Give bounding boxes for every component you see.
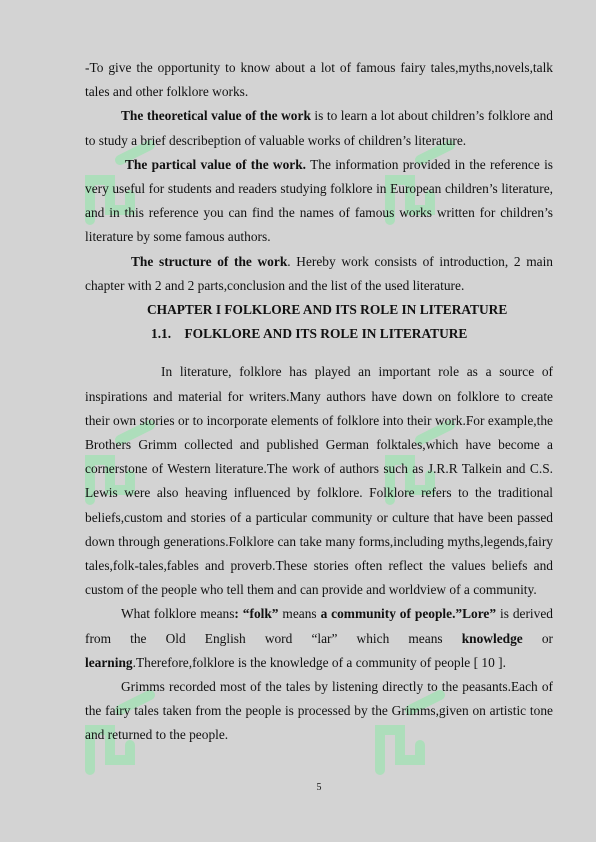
paragraph-text: . Hereby work consists of introduction, 2 main chapter with 2 and 2 parts,conclusion and the list of the used literature. — [85, 253, 554, 293]
bold-term: a community of people.”Lore” — [320, 606, 497, 622]
paragraph-theoretical-value — [85, 104, 553, 152]
paragraph-folklore-role: In literature, folklore has played an important role as a source of inspirations and material for writers.Many authors have down on folklore to create their own stories or to incorporate elements of folklore into their work.For example,the Brothers Grimm collected and published German folktales,which have become a cornerstone of Western literature.The work of authors such as J.R.R Talkein and C.S. Lewis were also heaving influenced by folklore. Folklore refers to the traditional beliefs,custom and stories of a particular community or culture that have been passed down through generations.Folklore can take many forms,including myths,legends,fairy tales,folk-tales,fables and proverb.These stories often reflect the values beliefs and custom of the people who tell them and can provide and worldview of a community. — [85, 364, 553, 598]
paragraph-text: is derived from the Old English word “lar” which means — [85, 606, 553, 646]
bold-term: knowledge — [461, 630, 523, 646]
document-body — [85, 56, 553, 748]
paragraph-text: .Therefore,folklore is the knowledge of a community of people [ 10 ]. — [132, 654, 506, 670]
section-heading: 1.1. FOLKLORE AND ITS ROLE IN LITERATURE — [151, 326, 468, 342]
paragraph-goal: -To give the opportunity to know about a lot of famous fairy tales,myths,novels,talk tales and other folklore works. — [85, 60, 553, 100]
paragraph-structure — [85, 250, 553, 298]
paragraph-text: means — [278, 606, 321, 622]
bold-term: The partical value of the work. — [125, 156, 307, 172]
bold-term: The structure of the work — [131, 253, 288, 269]
paragraph-text: is to learn a lot about children’s folklore and to study a brief describeption of valuable works of children’s literature. — [85, 108, 553, 148]
chapter-heading: CHAPTER I FOLKLORE AND ITS ROLE IN LITERATURE — [147, 302, 508, 318]
bold-term: : “folk” — [234, 606, 279, 622]
page-number: 5 — [316, 782, 322, 793]
bold-term: learning — [85, 654, 133, 670]
paragraph-text: What folklore means — [121, 606, 235, 622]
bold-term: The theoretical value of the work — [121, 108, 311, 124]
paragraph-text: or — [522, 630, 553, 646]
paragraph-text: The information provided in the reference is very useful for students and readers studying folklore in European children’s literature, and in this reference you can find the names of famous works written for children’s literature by some famous authors. — [85, 156, 554, 245]
paragraph-folklore-meaning — [85, 602, 553, 675]
paragraph-grimms: Grimms recorded most of the tales by listening directly to the peasants.Each of the fairy tales taken from the people is processed by the Grimms,given on artistic tone and returned to the people. — [85, 679, 553, 743]
paragraph-practical-value — [85, 153, 553, 250]
